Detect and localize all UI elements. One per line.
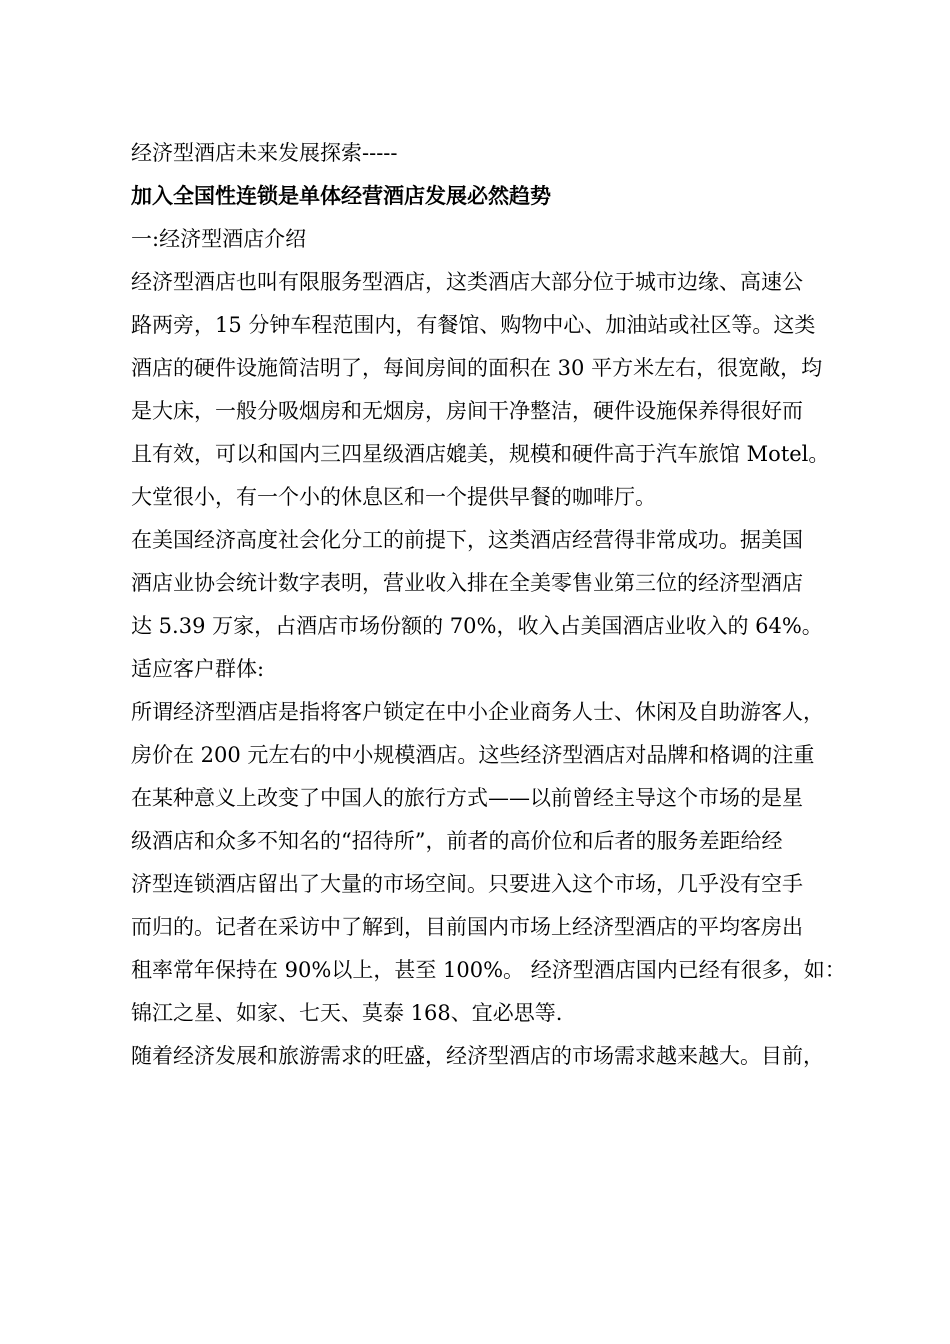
paragraph-line: 所谓经济型酒店是指将客户锁定在中小企业商务人士、休闲及自助游客人， [131,700,824,724]
paragraph-line: 是大床，一般分吸烟房和无烟房，房间干净整洁，硬件设施保养得很好而 [131,399,803,423]
paragraph-line: 路两旁，15 分钟车程范围内，有餐馆、购物中心、加油站或社区等。这类 [131,313,816,337]
paragraph-customers [131,691,879,1035]
document-subtitle: 加入全国性连锁是单体经营酒店发展必然趋势 [131,184,551,208]
paragraph-line: 大堂很小，有一个小的休息区和一个提供早餐的咖啡厅。 [131,485,656,509]
paragraph-us-market [131,519,879,648]
paragraph-line: 酒店的硬件设施简洁明了，每间房间的面积在 30 平方米左右，很宽敞，均 [131,356,823,380]
paragraph-line: 在某种意义上改变了中国人的旅行方式——以前曾经主导这个市场的是星 [131,786,803,810]
paragraph-line: 经济型酒店也叫有限服务型酒店，这类酒店大部分位于城市边缘、高速公 [131,270,803,294]
document-body [131,132,879,1078]
paragraph-line: 级酒店和众多不知名的“招待所”，前者的高价位和后者的服务差距给经 [131,829,783,853]
paragraph-line: 房价在 200 元左右的中小规模酒店。这些经济型酒店对品牌和格调的注重 [131,743,815,767]
paragraph-line: 租率常年保持在 90%以上，甚至 100%。 经济型酒店国内已经有很多，如： [131,958,846,982]
paragraph-line: 济型连锁酒店留出了大量的市场空间。只要进入这个市场，几乎没有空手 [131,872,803,896]
document-title: 经济型酒店未来发展探索----- [131,141,398,165]
paragraph-intro [131,261,879,519]
paragraph-line: 酒店业协会统计数字表明，营业收入排在全美零售业第三位的经济型酒店 [131,571,803,595]
paragraph-line: 锦江之星、如家、七天、莫泰 168、宜必思等. [131,1001,563,1025]
paragraph-line: 达 5.39 万家，占酒店市场份额的 70%，收入占美国酒店业收入的 64%。 [131,614,823,638]
paragraph-line: 而归的。记者在采访中了解到，目前国内市场上经济型酒店的平均客房出 [131,915,803,939]
section-heading: 一:经济型酒店介绍 [131,227,307,251]
paragraph-line: 且有效，可以和国内三四星级酒店媲美，规模和硬件高于汽车旅馆 Motel。 [131,442,830,466]
paragraph-line: 随着经济发展和旅游需求的旺盛，经济型酒店的市场需求越来越大。目前， [131,1044,824,1068]
paragraph-demand [131,1035,879,1078]
customer-heading: 适应客户群体: [131,657,265,681]
paragraph-line: 在美国经济高度社会化分工的前提下，这类酒店经营得非常成功。据美国 [131,528,803,552]
